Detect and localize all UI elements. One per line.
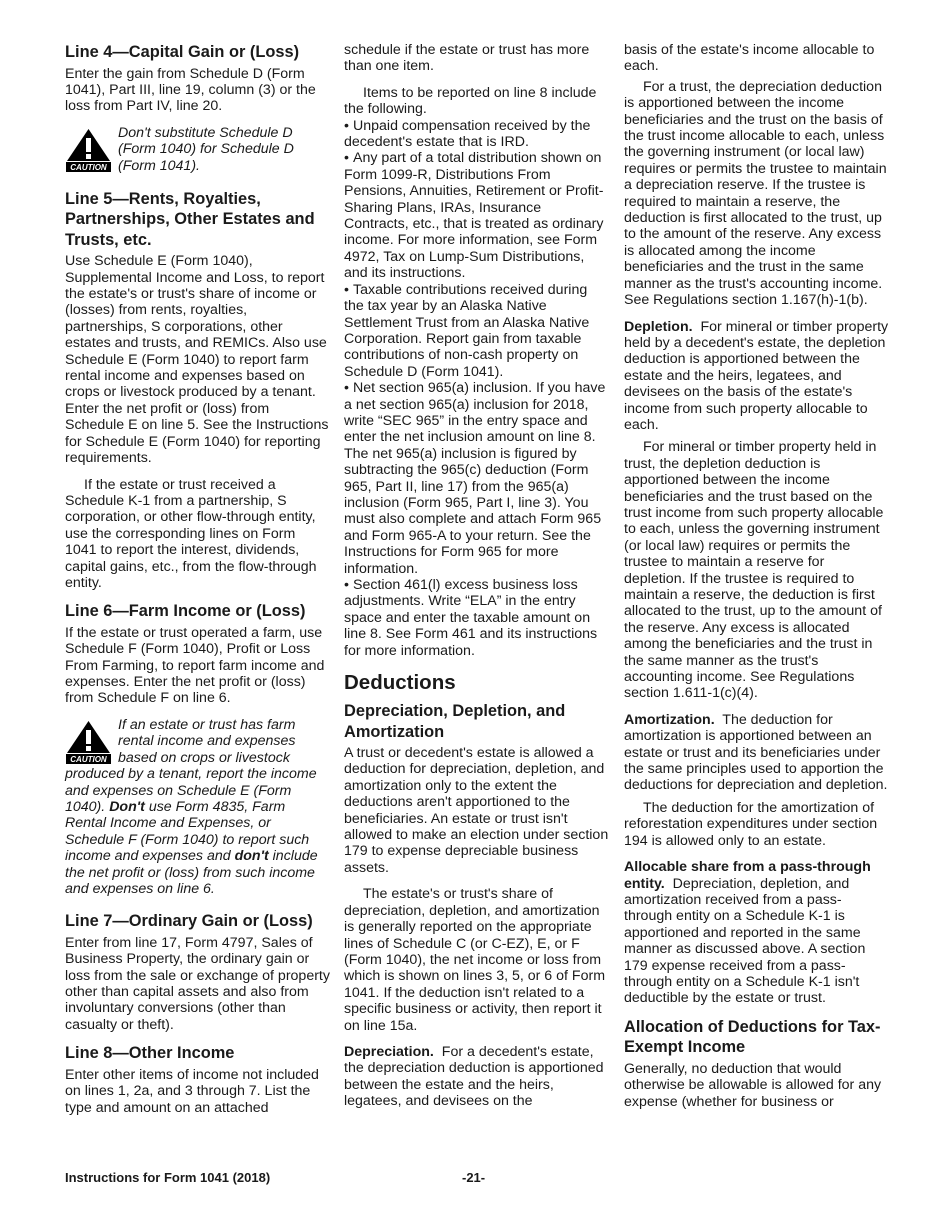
amortization-lead: Amortization. — [624, 711, 715, 728]
line4-paragraph: Enter the gain from Schedule D (Form 1041), Part III, line 19, column (3) or the loss from Part IV, line 20. — [65, 65, 316, 115]
list-item: • Taxable contributions received during the tax year by an Alaska Native Settlement Trust from an Alaska Native Corporation. Report gain from taxable contributions of non-cash property on Schedule D (Form 1041). — [344, 281, 590, 380]
line8-continued: schedule if the estate or trust has more than one item. — [344, 42, 590, 75]
depletion-trust-paragraph: For mineral or timber property held in trust, the depletion deduction is apportioned between the income beneficiaries and the trust based on the trust income from such property allocable to each, unless the governing instrument (or local law) requires or permits the trustee to maintain a reserve for depletion. If the trustee is required to maintain a reserve, the deduction is first allocated to the trust, up to the amount of the reserve. Any excess is allocated among the beneficiaries and the trust in the same manner as the trust's accounting income. See Regulations section 1.611-1(c)(4). — [624, 439, 884, 702]
line4-heading: Line 4—Capital Gain or (Loss) — [65, 43, 300, 61]
allocable-share-paragraph: Allocable share from a pass-through entity. Depreciation, depletion, and amortization received from a pass-through entity on a Schedule K-1 is apportioned and reported in the same manner as discussed above. A section 179 expense received from a pass-through entity on a Schedule K-1 isn't deductible by the estate or trust. — [624, 859, 871, 1007]
list-item: • Any part of a total distribution shown on Form 1099-R, Distributions From Pensions, Annuities, Retirement or Profit-Sharing Plans, IRAs, Insurance Contracts, etc., that is treated as ordinary income. For more information, see Form 4972, Tax on Lump-Sum Distributions, and its instructions. — [344, 150, 604, 282]
line5-paragraph-1: Use Schedule E (Form 1040), Supplemental Income and Loss, to report the estate's or trust's share of income or (losses) from rents, royalties, partnerships, S corporations, other estates and trusts, and REMICs. Also use Schedule E (Form 1040) to report farm rental income and expenses based on crops or livestock produced by a tenant. Enter the net profit or (loss) from Schedule E on line 5. See the Instructions for Schedule E (Form 1040) for reporting requirements. — [65, 253, 329, 467]
bullet-icon: • — [344, 281, 349, 298]
bullet-icon: • — [344, 117, 349, 134]
line5-paragraph-2: If the estate or trust received a Schedule K-1 from a partnership, S corporation, or other flow-through entity, use the corresponding lines on Form 1041 to report the interest, dividends, capital gains, etc., from the flow-through entity. — [65, 476, 317, 591]
depletion-paragraph: Depletion. For mineral or timber property held by a decedent's estate, the depletion deduction is apportioned between the estate and the heirs, legatees, and devisees on the basis of the estate's income from such property allocable to each. — [624, 318, 889, 433]
caution-label: CAUTION — [70, 754, 107, 764]
caution-text-1: Don't substitute Schedule D (Form 1040) for Schedule D (Form 1041). — [118, 124, 294, 174]
line7-heading: Line 7—Ordinary Gain or (Loss) — [65, 912, 313, 931]
caution-text-2a: If an estate or trust has farm rental income and expenses based on crops or livestock produced by a tenant, report the income and expenses on Schedule E (Form 1040). — [65, 716, 317, 815]
caution-text-2b: use Form 4835, Farm Rental Income and Expenses, or Schedule F (Form 1040) to report such income and expenses and — [65, 798, 310, 865]
line7-paragraph: Enter from line 17, Form 4797, Sales of Business Property, the ordinary gain or loss from the sale or exchange of property other than capital assets and also from involuntary conversions (other than casualty or theft). — [65, 934, 330, 1033]
footer-form-title: Instructions for Form 1041 (2018) — [65, 1170, 271, 1185]
deductions-heading: Deductions — [344, 671, 456, 695]
allocation-paragraph: Generally, no deduction that would otherwise be allowable is allowed for any expense (whether for business or — [624, 1060, 882, 1110]
bullet-icon: • — [344, 577, 349, 593]
trust-depreciation-paragraph: For a trust, the depreciation deduction is apportioned between the income beneficiaries and the trust on the basis of the trust income allocable to each, unless the governing instrument (or local law) requires or permits the trustee to maintain a depreciation reserve. If the trustee is required to maintain a reserve, the deduction is first allocated to the trust, up to the amount of the reserve. Any excess is allocated among the income beneficiaries and the trust in the same manner as the trust's accounting income. See Regulations section 1.167(h)-1(b). — [624, 78, 887, 309]
depreciation-continued: basis of the estate's income allocable to each. — [624, 42, 875, 75]
depreciation-lead: Depreciation. — [344, 1043, 434, 1060]
list-item: • Net section 965(a) inclusion. If you have a net section 965(a) inclusion for 2018, write “SEC 965” in the entry space and enter the net inclusion amount on line 8. The net 965(a) inclusion is figured by subtracting the 965(c) deduction (Form 965, Part II, line 17) from the 965(a) inclusion (Form 965, Part I, line 3). You must also complete and attach Form 965 and Form 965-A to your return. See the Instructions for Form 965 for more information. — [344, 380, 606, 577]
line6-heading: Line 6—Farm Income or (Loss) — [65, 602, 306, 621]
line8-paragraph: Enter other items of income not included on lines 1, 2a, and 3 through 7. List the type and amount on an attached — [65, 1066, 319, 1116]
dda-paragraph-2: The estate's or trust's share of depreciation, depletion, and amortization is generally reported on the appropriate lines of Schedule C (or C-EZ), E, or F (Form 1040), the net income or loss from which is shown on lines 3, 5, or 6 of Form 1041. If the deduction isn't related to a specific business or activity, then report it on line 15a. — [344, 886, 606, 1034]
depletion-lead: Depletion. — [624, 318, 693, 335]
caution-dont-1: Don't — [109, 798, 145, 815]
caution-icon — [65, 128, 112, 172]
line8-items-intro: Items to be reported on line 8 include the following. — [344, 84, 597, 118]
column-2 — [344, 42, 609, 1120]
depreciation-paragraph: Depreciation. For a decedent's estate, the depreciation deduction is apportioned between the estate and the heirs, legatees, and devisees on the — [344, 1043, 604, 1110]
allocation-heading: Allocation of Deductions for Tax-Exempt Income — [624, 1017, 881, 1057]
line8-heading: Line 8—Other Income — [65, 1044, 235, 1063]
page-number: -21- — [462, 1170, 486, 1185]
bullet-icon: • — [344, 150, 349, 167]
reforestation-paragraph: The deduction for the amortization of reforestation expenditures under section 194 is allowed only to an estate. — [624, 799, 878, 849]
column-1 — [65, 42, 330, 1126]
allocable-share-lead: Allocable share from a pass-through entity. — [624, 859, 871, 892]
dda-heading: Depreciation, Depletion, and Amortization — [344, 702, 566, 741]
line6-paragraph: If the estate or trust operated a farm, use Schedule F (Form 1040), Profit or Loss From Farming, to report farm income and expenses. Enter the net profit or (loss) from Schedule F on line 6. — [65, 624, 325, 707]
caution-note-2 — [65, 717, 330, 897]
caution-icon — [65, 720, 112, 764]
caution-label: CAUTION — [70, 162, 107, 172]
list-item: • Section 461(l) excess business loss adjustments. Write “ELA” in the entry space and enter the taxable amount on line 8. See Form 461 and its instructions for more information. — [344, 577, 598, 659]
column-3 — [624, 42, 889, 1120]
caution-text-2c: include the net profit or (loss) from such income and expenses on line 6. — [65, 848, 318, 897]
line5-heading: Line 5—Rents, Royalties, Partnerships, Other Estates and Trusts, etc. — [65, 189, 315, 249]
amortization-paragraph: Amortization. The deduction for amortization is apportioned between an estate or trust and its beneficiaries under the same principles used to apportion the deductions for depreciation and depletion. — [624, 711, 888, 794]
list-item: • Unpaid compensation received by the decedent's estate that is IRD. — [344, 117, 591, 151]
caution-note-1 — [65, 125, 330, 175]
caution-dont-2: don't — [234, 848, 269, 865]
dda-paragraph-1: A trust or decedent's estate is allowed a deduction for depreciation, depletion, and amortization only to the extent the deductions aren't apportioned to the beneficiaries. An estate or trust isn't allowed to make an election under section 179 to expense depreciable business assets. — [344, 745, 609, 876]
bullet-icon: • — [344, 380, 349, 397]
